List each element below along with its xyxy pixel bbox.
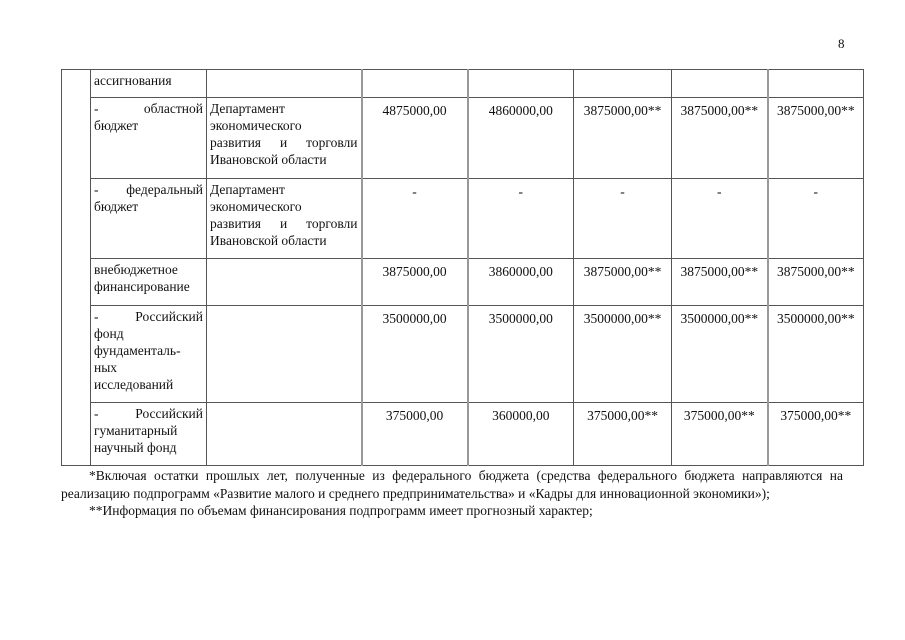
footnote-1: *Включая остатки прошлых лет, полученные из федерального бюджета (средства федерального бюджета направляются на реализацию подпрограмм «Развитие малого и среднего предпринимательства» и «Кадры для инновационной экономики»); [61,468,843,501]
amount-cell: 375000,00** [574,403,672,466]
side-cell [62,70,91,466]
department-cell [207,259,362,306]
table-row [62,179,864,259]
amount-cell: - [362,179,468,259]
amount-cell: 3860000,00 [468,259,574,306]
amount-cell [768,70,864,98]
department-cell: Департамент экономического развития и торговли Ивановской области [207,98,362,179]
department-cell [207,70,362,98]
amount-cell: 3500000,00 [468,306,574,403]
table-row [62,306,864,403]
amount-cell: - [468,179,574,259]
amount-cell [574,70,672,98]
amount-cell [468,70,574,98]
amount-cell [362,70,468,98]
amount-cell: 3875000,00** [672,259,768,306]
source-name-cell: - Российский гуманитарный научный фонд [91,403,207,466]
source-name-cell: - федеральный бюджет [91,179,207,259]
amount-cell: 360000,00 [468,403,574,466]
footnotes [61,467,843,520]
amount-cell: 3875000,00** [768,98,864,179]
page-number: 8 [838,36,845,51]
table-row [62,70,864,98]
amount-cell: 4875000,00 [362,98,468,179]
amount-cell: 3500000,00** [768,306,864,403]
source-name-cell: внебюджетное финансирование [91,259,207,306]
amount-cell: 375000,00 [362,403,468,466]
amount-cell [672,70,768,98]
amount-cell: - [574,179,672,259]
amount-cell: 3875000,00** [574,259,672,306]
amount-cell: 3500000,00** [672,306,768,403]
source-name-cell: ассигнования [91,70,207,98]
department-cell: Департамент экономического развития и торговли Ивановской области [207,179,362,259]
amount-cell: 375000,00** [672,403,768,466]
amount-cell: 3875000,00** [768,259,864,306]
table-row [62,98,864,179]
amount-cell: 3500000,00 [362,306,468,403]
amount-cell: 375000,00** [768,403,864,466]
amount-cell: 4860000,00 [468,98,574,179]
amount-cell: 3875000,00 [362,259,468,306]
amount-cell: - [672,179,768,259]
table-row [62,403,864,466]
source-name-cell: - Российский фонд фундаменталь- ных исследований [91,306,207,403]
department-cell [207,306,362,403]
amount-cell: - [768,179,864,259]
footnote-2: **Информация по объемам финансирования подпрограмм имеет прогнозный характер; [89,503,593,518]
source-name-cell: - областной бюджет [91,98,207,179]
amount-cell: 3875000,00** [672,98,768,179]
table-row [62,259,864,306]
financing-table [61,69,864,466]
amount-cell: 3500000,00** [574,306,672,403]
amount-cell: 3875000,00** [574,98,672,179]
department-cell [207,403,362,466]
